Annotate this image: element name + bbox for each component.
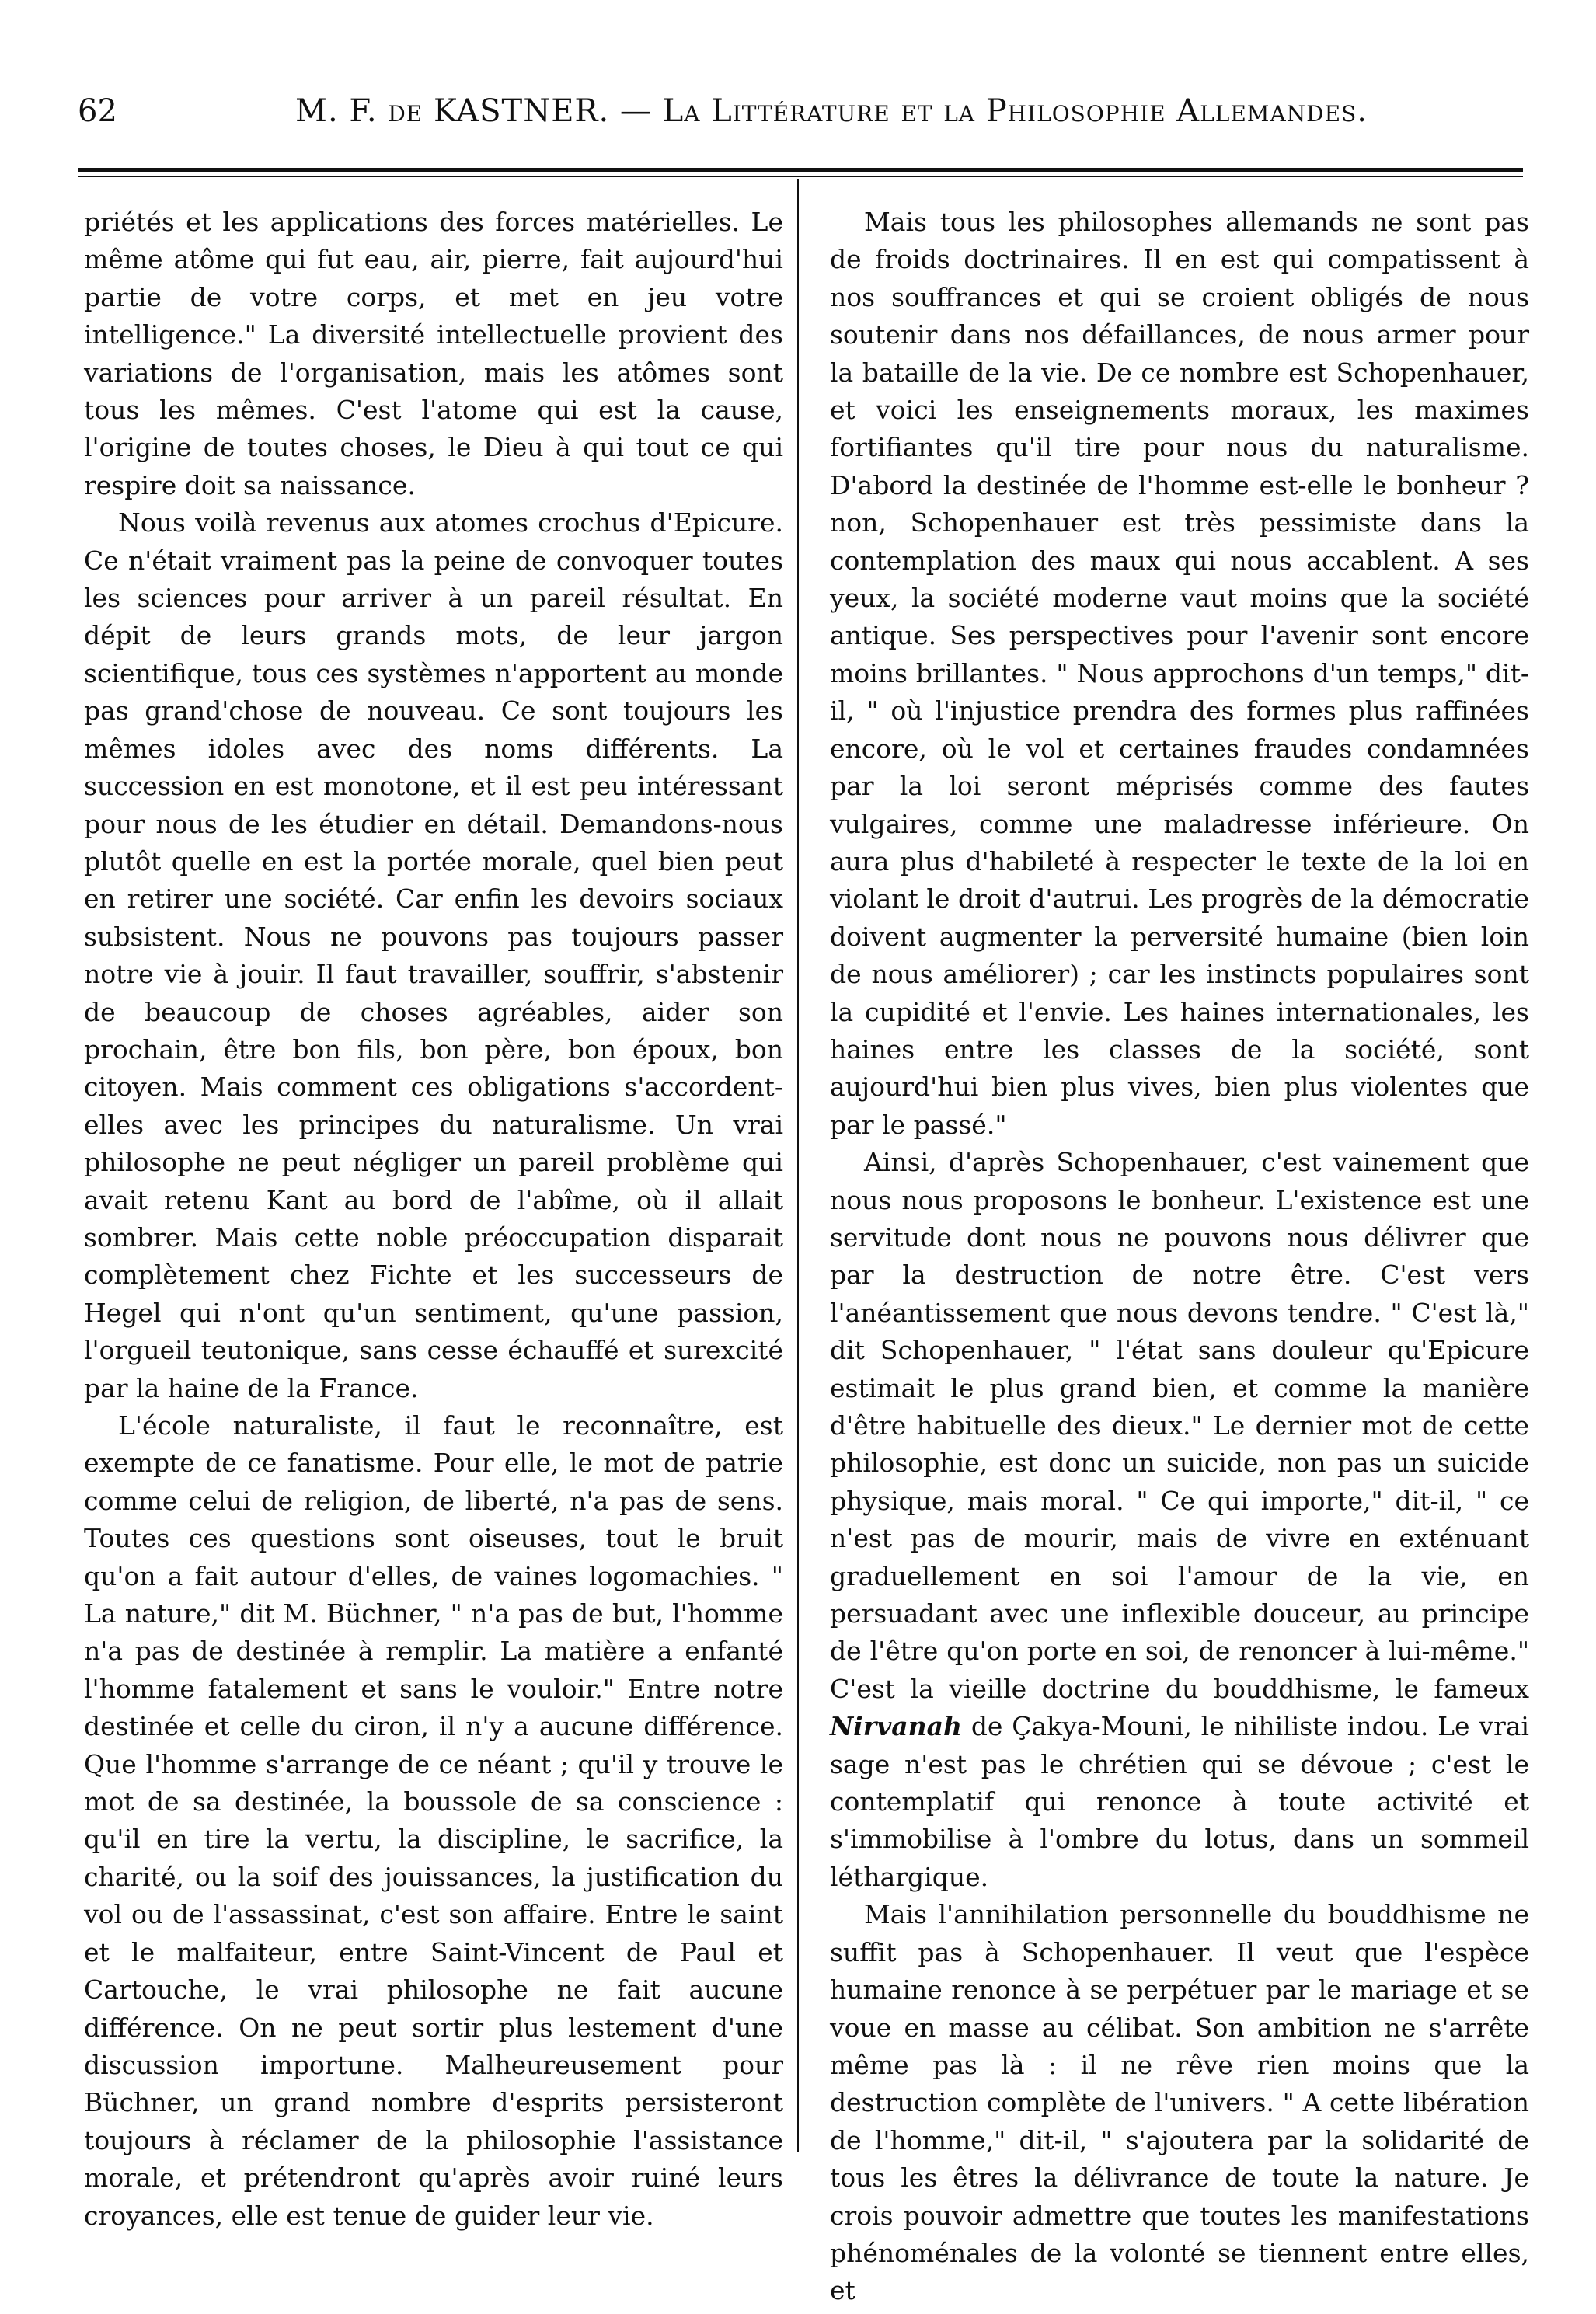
right-column: [830, 204, 1529, 2310]
header-rule: [78, 168, 1523, 172]
paragraph-text: de Çakya-Mouni, le nihiliste indou. Le vrai sage n'est pas le chrétien qui se dévoue ; c'est le contemplatif qui renonce à toute activité et s'immobilise à l'ombre du lotus, dans un sommeil léthargique.: [830, 1711, 1529, 1892]
paragraph: Mais l'annihilation personnelle du bouddhisme ne suffit pas à Schopenhauer. Il veut que l'espèce humaine renonce à se perpétuer par le mariage et se voue en masse au célibat. Son ambition ne s'arrête même pas là : il ne rêve rien moins que la destruction complète de l'univers. " A cette libération de l'homme," dit-il, " s'ajoutera par la solidarité de tous les êtres la délivrance de toute la nature. Je crois pouvoir admettre que toutes les manifestations phénoménales de la volonté se tiennent entre elles, et: [830, 1899, 1529, 2306]
paragraph: Mais tous les philosophes allemands ne sont pas de froids doctrinaires. Il en est qui compatissent à nos souffrances et qui se croient obligés de nous soutenir dans nos défaillances, de nous armer pour la bataille de la vie. De ce nombre est Schopenhauer, et voici les enseignements moraux, les maximes fortifiantes qu'il tire pour nous du naturalisme. D'abord la destinée de l'homme est-elle le bonheur ? non, Schopenhauer est très pessimiste dans la contemplation des maux qui nous accablent. A ses yeux, la société moderne vaut moins que la société antique. Ses perspectives pour l'avenir sont encore moins brillantes. " Nous approchons d'un temps," dit-il, " où l'injustice prendra des formes plus raffinées encore, où le vol et certaines fraudes condamnées par la loi seront méprisés comme des fautes vulgaires, comme une maladresse inférieure. On aura plus d'habileté à respecter le texte de la loi en violant le droit d'autrui. Les progrès de la démocratie doivent augmenter la perversité humaine (bien loin de nous améliorer) ; car les instincts populaires sont la cupidité et l'envie. Les haines internationales, les haines entre les classes de la société, sont aujourd'hui bien plus vives, bien plus violentes que par le passé.": [830, 207, 1529, 1140]
running-title: M. F. de KASTNER. — La Littérature et la Philosophie Allemandes.: [295, 93, 1368, 129]
column-divider: [797, 179, 799, 2152]
paragraph: L'école naturaliste, il faut le reconnaître, est exempte de ce fanatisme. Pour elle, le mot de patrie comme celui de religion, de liberté, n'a pas de sens. Toutes ces questions sont oiseuses, tout le bruit qu'on a fait autour d'elles, de vaines logomachies. " La nature," dit M. Büchner, " n'a pas de but, l'homme n'a pas de destinée à remplir. La matière a enfanté l'homme fatalement et sans le vouloir." Entre notre destinée et celle du ciron, il n'y a aucune différence. Que l'homme s'arrange de ce néant ; qu'il y trouve le mot de sa destinée, la boussole de sa conscience : qu'il en tire la vertu, la discipline, le sacrifice, la charité, ou la soif des jouissances, la justification du vol ou de l'assassinat, c'est son affaire. Entre le saint et le malfaiteur, entre Saint-Vincent de Paul et Cartouche, le vrai philosophe ne fait aucune différence. On ne peut sortir plus lestement d'une discussion importune. Malheureusement pour Büchner, un grand nombre d'esprits persisteront toujours à réclamer de la philosophie l'assistance morale, et prétendront qu'après avoir ruiné leurs croyances, elle est tenue de guider leur vie.: [84, 1410, 783, 2231]
page-number: 62: [78, 93, 117, 129]
header-rule-thin: [78, 176, 1523, 177]
page-header: [78, 93, 1523, 140]
paragraph: [830, 1144, 1529, 1896]
term-nirvanah: Nirvanah: [830, 1711, 963, 1742]
left-column: [84, 204, 783, 2235]
paragraph: priétés et les applications des forces matérielles. Le même atôme qui fut eau, air, pierre, fait aujourd'hui partie de votre corps, et met en jeu votre intelligence." La diversité intellectuelle provient des variations de l'organisation, mais les atômes sont tous les mêmes. C'est l'atome qui est la cause, l'origine de toutes choses, le Dieu à qui tout ce qui respire doit sa naissance.: [84, 207, 783, 500]
paragraph-text: Ainsi, d'après Schopenhauer, c'est vainement que nous nous proposons le bonheur. L'existence est une servitude dont nous ne pouvons nous délivrer que par la destruction de notre être. C'est vers l'anéantissement que nous devons tendre. " C'est là," dit Schopenhauer, " l'état sans douleur qu'Epicure estimait le plus grand bien, et comme la manière d'être habituelle des dieux." Le dernier mot de cette philosophie, est donc un suicide, non pas un suicide physique, mais moral. " Ce qui importe," dit-il, " ce n'est pas de mourir, mais de vivre en exténuant graduellement en soi l'amour de la vie, en persuadant avec une inflexible douceur, au principe de l'être qu'on porte en soi, de renoncer à lui-même." C'est la vieille doctrine du bouddhisme, le fameux: [830, 1147, 1529, 1704]
paragraph: Nous voilà revenus aux atomes crochus d'Epicure. Ce n'était vraiment pas la peine de convoquer toutes les sciences pour arriver à un pareil résultat. En dépit de leurs grands mots, de leur jargon scientifique, tous ces systèmes n'apportent au monde pas grand'chose de nouveau. Ce sont toujours les mêmes idoles avec des noms différents. La succession en est monotone, et il est peu intéressant pour nous de les étudier en détail. Demandons-nous plutôt quelle en est la portée morale, quel bien peut en retirer une société. Car enfin les devoirs sociaux subsistent. Nous ne pouvons pas toujours passer notre vie à jouir. Il faut travailler, souffrir, s'abstenir de beaucoup de choses agréables, aider son prochain, être bon fils, bon père, bon époux, bon citoyen. Mais comment ces obligations s'accordent-elles avec les principes du naturalisme. Un vrai philosophe ne peut négliger un pareil problème qui avait retenu Kant au bord de l'abîme, où il allait sombrer. Mais cette noble préoccupation disparait complètement chez Fichte et les successeurs de Hegel qui n'ont qu'un sentiment, qu'une passion, l'orgueil teutonique, sans cesse échauffé et surexcité par la haine de la France.: [84, 507, 783, 1403]
